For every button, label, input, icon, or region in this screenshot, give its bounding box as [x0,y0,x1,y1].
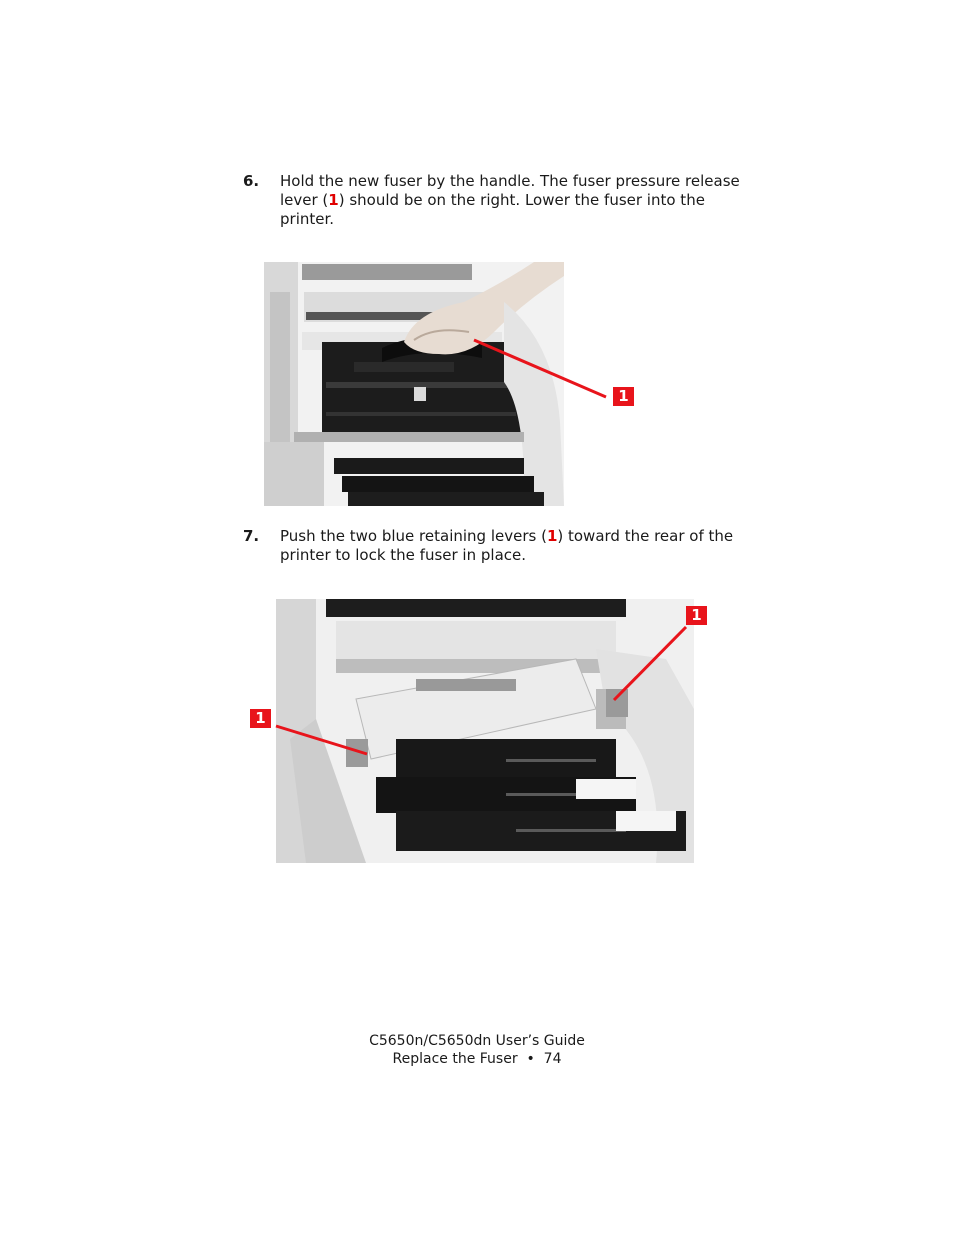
step-text-after: ) toward the rear of the printer to lock the fuser in place. [280,527,734,564]
callout-badge: 1 [686,606,707,625]
step-7 [243,527,743,569]
callout-reference: 1 [328,191,339,209]
footer-separator: • [526,1051,535,1067]
step-text [280,527,740,565]
retaining-levers-photo [276,599,694,863]
guide-title: C5650n/C5650dn User’s Guide [369,1033,585,1049]
callout-reference: 1 [546,527,558,545]
section-name: Replace the Fuser [392,1051,518,1067]
step-text [280,172,740,229]
printer-illustration [276,599,694,863]
step-6 [243,172,743,232]
callout-badge: 1 [613,387,634,406]
page-footer [0,1032,954,1068]
printer-illustration [264,262,564,506]
fuser-installation-photo [264,262,564,506]
page-number: 74 [543,1051,562,1067]
callout-badge: 1 [250,709,271,728]
step-number: 7. [243,527,260,545]
step-text-before: Hold the new fuser by the handle. The fuser pressure release lever ( [280,172,740,209]
step-text-after: ) should be on the right. Lower the fuser into the printer. [280,191,705,228]
step-number: 6. [243,172,260,190]
footer-section-line [0,1050,954,1068]
step-text-before: Push the two blue retaining levers ( [280,527,547,545]
